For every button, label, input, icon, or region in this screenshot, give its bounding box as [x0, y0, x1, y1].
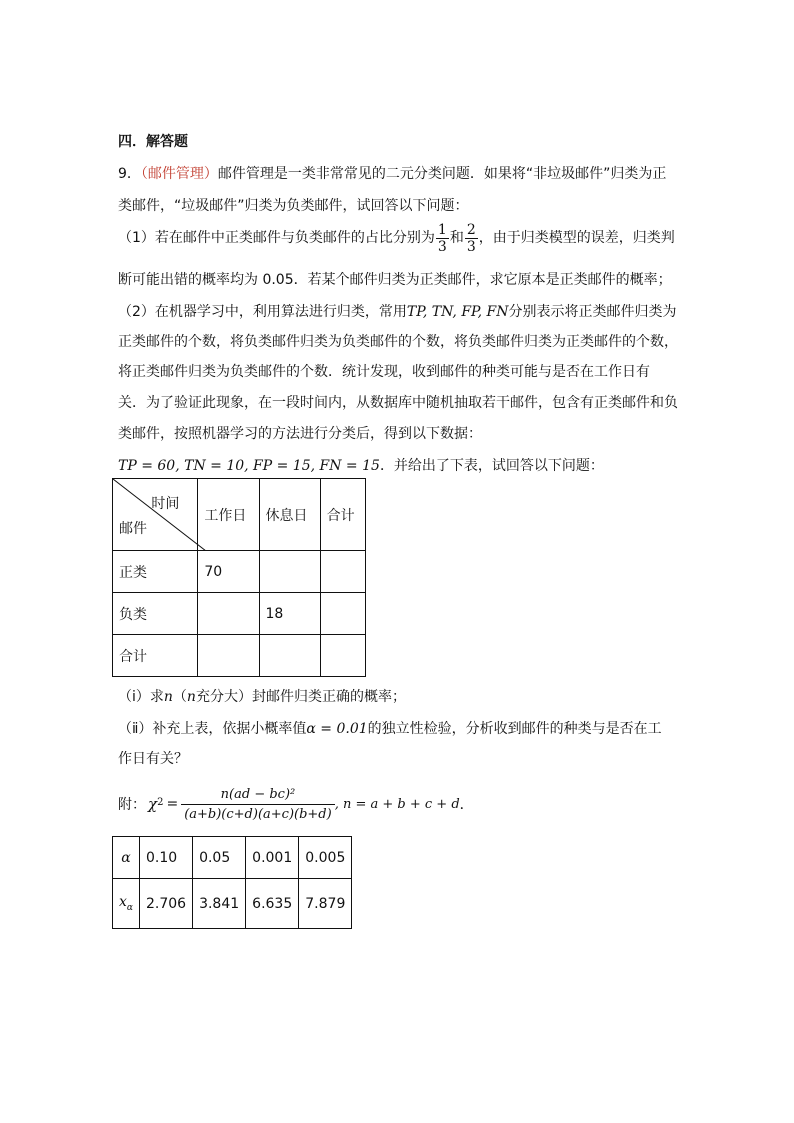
data-equation: TP = 60, TN = 10, FP = 15, FN = 15 [118, 458, 380, 474]
table-cell: 18 [259, 593, 320, 635]
frac2-denominator: 3 [466, 238, 476, 255]
part1-and: 和 [449, 230, 464, 246]
sub-ii-alpha: α = 0.01 [306, 721, 368, 737]
table-cell [198, 593, 259, 635]
problem-tag-open: （ [140, 166, 148, 182]
table-row [113, 551, 366, 593]
formula-denominator: (a+b)(c+d)(a+c)(b+d) [184, 806, 332, 822]
sub-ii-text-b: 的独立性检验，分析收到邮件的种类与是否在工 [367, 721, 662, 737]
table-cell: 0.005 [299, 837, 352, 879]
part2-vars: TP, TN, FP, FN [406, 304, 509, 320]
part1-text-b: ，由于归类模型的误差，归类判 [478, 230, 675, 246]
table-cell: 3.841 [193, 879, 246, 929]
sub-question-i [118, 686, 406, 706]
part1-line1 [118, 221, 675, 255]
data-line [118, 455, 604, 475]
part2-line3: 将正类邮件归类为负类邮件的个数．统计发现，收到邮件的种类可能与是否在工作日有 [118, 364, 650, 380]
formula-numerator: n(ad − bc)² [181, 785, 335, 805]
sub-ii-text-a: （ⅱ）补充上表，依据小概率值 [118, 721, 307, 737]
table-cell: 2.706 [139, 879, 192, 929]
col-header-workday: 工作日 [198, 479, 259, 551]
part1-line2: 断可能出错的概率均为 0.05．若某个邮件归类为正类邮件，求它原本是正类邮件的概率； [118, 272, 672, 288]
table-row [113, 837, 352, 879]
part2-line4: 关．为了验证此现象，在一段时间内，从数据库中随机抽取若干邮件，包含有正类邮件和负 [118, 395, 678, 411]
table-row [113, 879, 352, 929]
row-label: 负类 [113, 593, 198, 635]
part2-line1 [118, 301, 676, 321]
problem-tag-close: ） [203, 166, 218, 182]
table-cell: 0.001 [246, 837, 299, 879]
x-subscript: α [126, 902, 133, 913]
table-cell: 0.10 [139, 837, 192, 879]
sub-question-ii-line2: 作日有关？ [118, 751, 188, 767]
critical-value-table [112, 836, 352, 929]
diagonal-line [113, 479, 206, 551]
data-tail: ．并给出了下表，试回答以下问题： [379, 458, 604, 474]
problem-tag: 邮件管理 [147, 166, 204, 182]
table-cell [259, 551, 320, 593]
col-header-restday: 休息日 [259, 479, 320, 551]
intro-text-1: 邮件管理是一类非常常见的二元分类问题．如果将“非垃圾邮件”归类为正 [217, 166, 667, 182]
x-alpha-header [113, 879, 140, 929]
part2-line2: 正类邮件的个数，将负类邮件归类为负类邮件的个数，将负类邮件归类为正类邮件的个数， [118, 334, 678, 350]
table-cell: 7.879 [299, 879, 352, 929]
table-cell [198, 635, 259, 677]
frac1-denominator: 3 [437, 238, 447, 255]
table-cell [320, 635, 365, 677]
contingency-table [112, 478, 366, 677]
chi-symbol: χ [148, 795, 158, 813]
sub-i-n2: n [186, 689, 196, 705]
frac1-numerator: 1 [437, 221, 447, 238]
row-label: 正类 [113, 551, 198, 593]
table-cell [320, 593, 365, 635]
formula-prefix: 附： [118, 797, 146, 813]
sub-i-text-a: （ⅰ）求 [118, 689, 164, 705]
problem-intro-line1 [118, 163, 666, 183]
formula-period: ． [459, 797, 474, 813]
table-cell [259, 635, 320, 677]
formula-fraction [181, 785, 335, 824]
table-row [113, 635, 366, 677]
sub-i-text-c: 充分大）封邮件归类正确的概率； [195, 689, 406, 705]
sub-i-text-b: （ [172, 689, 187, 705]
formula-tail: , n = a + b + c + d [334, 796, 460, 812]
row-label: 合计 [113, 635, 198, 677]
table-cell: 6.635 [246, 879, 299, 929]
sub-i-n1: n [163, 689, 173, 705]
table-cell: 70 [198, 551, 259, 593]
part2-line5: 类邮件，按照机器学习的方法进行分类后，得到以下数据： [118, 426, 482, 442]
frac2-numerator: 2 [466, 221, 476, 238]
part1-text-a: （1）若在邮件中正类邮件与负类邮件的占比分别为 [118, 230, 435, 246]
fraction-one-third [436, 222, 449, 255]
table-row [113, 593, 366, 635]
col-header-total: 合计 [320, 479, 365, 551]
part2-text-a: （2）在机器学习中，利用算法进行归类，常用 [118, 304, 407, 320]
part2-text-b: 分别表示将正类邮件归类为 [508, 304, 677, 320]
table-cell [320, 551, 365, 593]
problem-number: 9． [118, 166, 141, 182]
fraction-two-thirds [465, 222, 478, 255]
alpha-header: α [113, 837, 140, 879]
diagonal-header-cell [113, 479, 198, 551]
chi-exponent: 2 [157, 796, 164, 808]
problem-intro-line2: 类邮件，“垃圾邮件”归类为负类邮件，试回答以下问题： [118, 198, 469, 214]
header-mail: 邮件 [119, 521, 147, 537]
header-time: 时间 [151, 496, 180, 512]
sub-question-ii-line1 [118, 718, 662, 738]
formula-equals: = [166, 796, 179, 812]
table-cell: 0.05 [193, 837, 246, 879]
section-heading: 四．解答题 [118, 134, 188, 150]
chi-square-formula [118, 782, 474, 826]
x-symbol: x [119, 894, 127, 911]
